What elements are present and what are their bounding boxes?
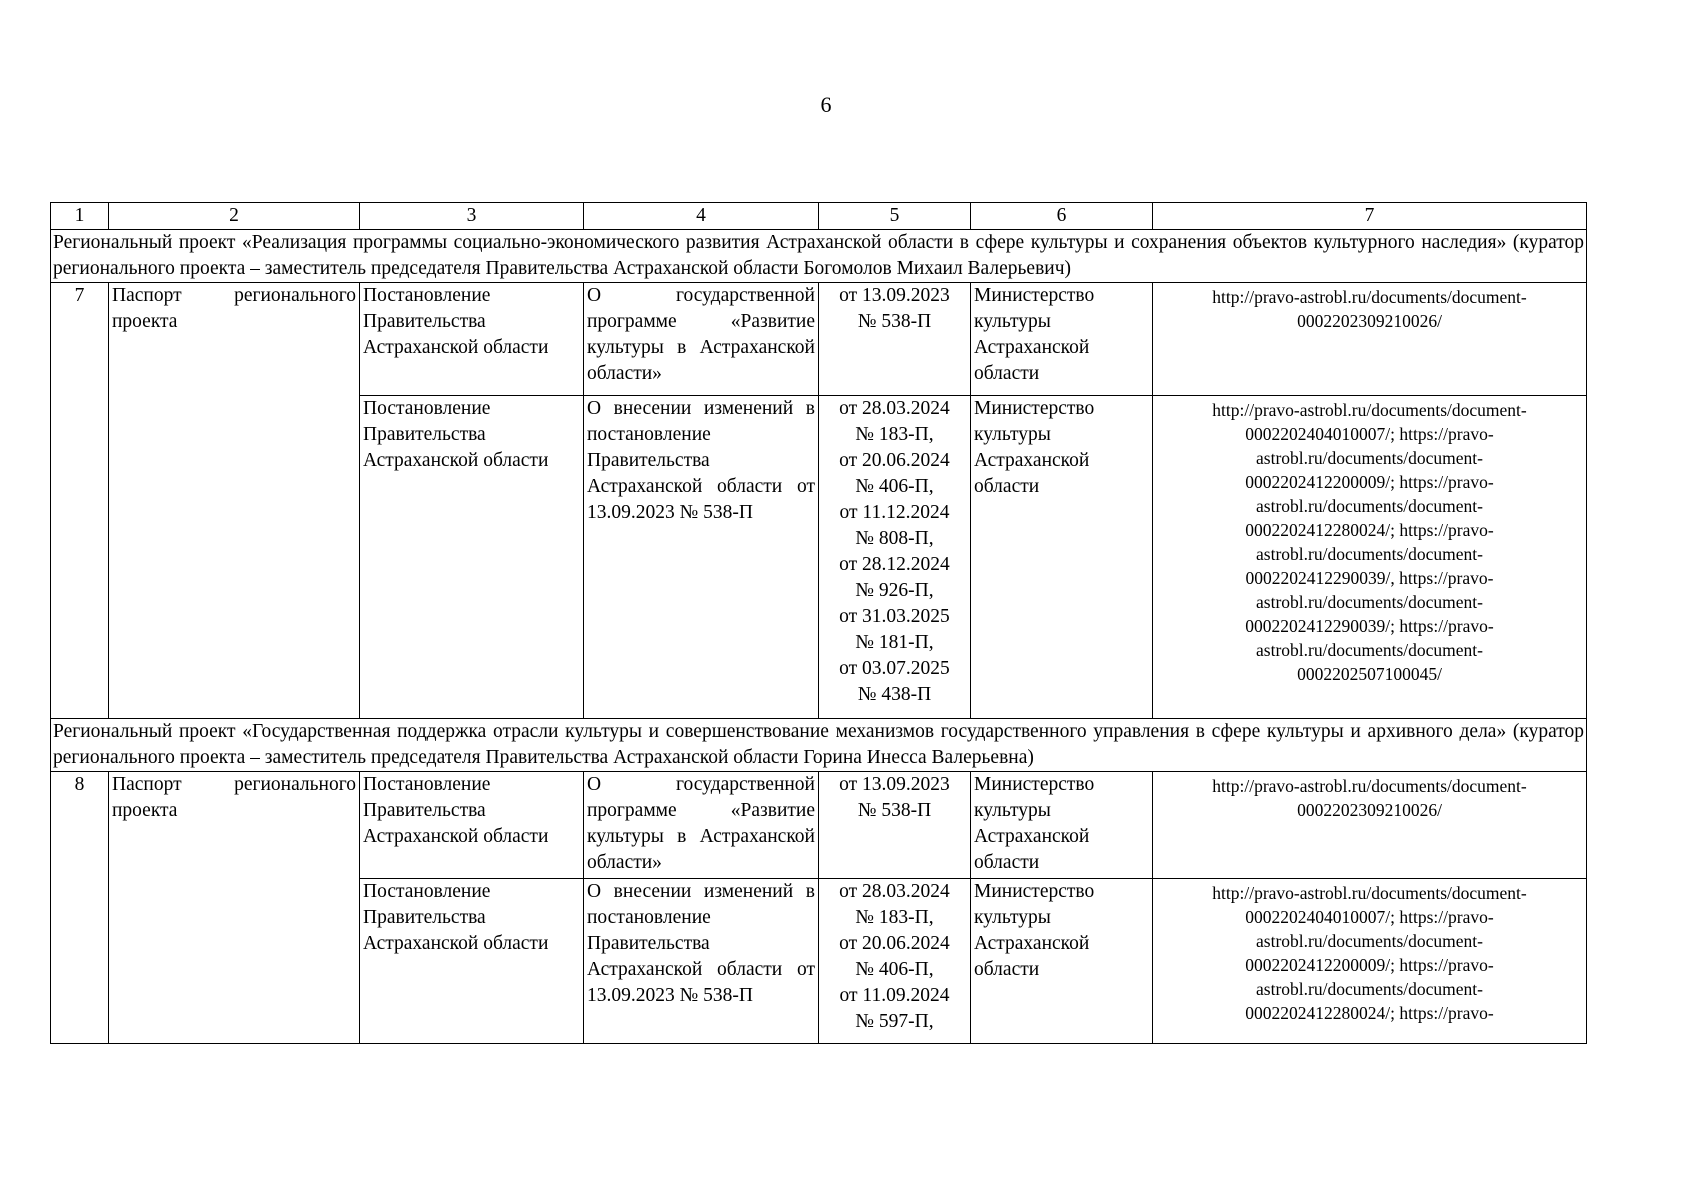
act-date-line: № 183-П,: [855, 424, 934, 445]
url-line: 0002202412280024/; https://pravo-: [1245, 1003, 1494, 1023]
url-line: http://pravo-astrobl.ru/documents/document-: [1212, 883, 1527, 903]
url-line: astrobl.ru/documents/document-: [1256, 544, 1483, 564]
act-date-line: от 13.09.2023: [839, 285, 950, 306]
publication-links: [1153, 283, 1587, 396]
row-number: 8: [51, 772, 109, 1044]
row-number: 7: [51, 283, 109, 719]
act-date-line: № 926-П,: [855, 580, 934, 601]
document-table: [50, 202, 1587, 1044]
act-type: Постановление Правительства Астраханской области: [360, 283, 584, 396]
act-dates: [819, 772, 971, 879]
section-title-row: [51, 230, 1587, 283]
publication-links: [1153, 772, 1587, 879]
act-date-line: № 181-П,: [855, 632, 934, 653]
url-line: 0002202404010007/; https://pravo-: [1245, 424, 1494, 444]
table-header-row: [51, 203, 1587, 230]
url-line: 0002202309210026/: [1297, 311, 1442, 331]
act-date-line: № 538-П: [857, 311, 932, 332]
column-header: 3: [360, 203, 584, 230]
act-dates: [819, 879, 971, 1044]
act-date-line: от 11.09.2024: [839, 985, 950, 1006]
document-name: Паспорт регионального проекта: [109, 283, 360, 719]
url-line: 0002202412290039/; https://pravo-: [1245, 616, 1494, 636]
table-row: [51, 283, 1587, 396]
page-number: 6: [820, 92, 832, 117]
url-line: 0002202412280024/; https://pravo-: [1245, 520, 1494, 540]
column-header: 6: [971, 203, 1153, 230]
act-date-line: от 28.12.2024: [839, 554, 950, 575]
act-date-line: от 03.07.2025: [839, 658, 950, 679]
column-header: 7: [1153, 203, 1587, 230]
responsible-org: Министерство культуры Астраханской области: [971, 879, 1153, 1044]
column-header: 1: [51, 203, 109, 230]
act-date-line: от 28.03.2024: [839, 398, 950, 419]
act-type: Постановление Правительства Астраханской области: [360, 396, 584, 719]
url-line: astrobl.ru/documents/document-: [1256, 496, 1483, 516]
url-line: http://pravo-astrobl.ru/documents/document-: [1212, 400, 1527, 420]
column-header: 5: [819, 203, 971, 230]
act-dates: [819, 283, 971, 396]
act-type: Постановление Правительства Астраханской области: [360, 772, 584, 879]
act-date-line: № 808-П,: [855, 528, 934, 549]
act-title: О внесении изменений в постановление Правительства Астраханской области от 13.09.2023 № 538-П: [584, 879, 819, 1044]
responsible-org: Министерство культуры Астраханской области: [971, 283, 1153, 396]
table-row: [51, 772, 1587, 879]
act-title: О государственной программе «Развитие культуры в Астраханской области»: [584, 283, 819, 396]
regional-project-title: Региональный проект «Государственная поддержка отрасли культуры и совершенствование механизмов государственного управления в сфере культуры и архивного дела» (куратор регионального проекта – заместитель председателя Правительства Астраханской области Горина Инесса Валерьевна): [51, 719, 1587, 772]
act-date-line: от 11.12.2024: [839, 502, 950, 523]
url-line: 0002202412200009/; https://pravo-: [1245, 955, 1494, 975]
document-name: Паспорт регионального проекта: [109, 772, 360, 1044]
act-title: О государственной программе «Развитие культуры в Астраханской области»: [584, 772, 819, 879]
act-date-line: № 406-П,: [855, 959, 934, 980]
url-line: 0002202404010007/; https://pravo-: [1245, 907, 1494, 927]
act-date-line: № 183-П,: [855, 907, 934, 928]
responsible-org: Министерство культуры Астраханской области: [971, 396, 1153, 719]
url-line: astrobl.ru/documents/document-: [1256, 448, 1483, 468]
act-date-line: от 28.03.2024: [839, 881, 950, 902]
act-date-line: от 13.09.2023: [839, 774, 950, 795]
act-type: Постановление Правительства Астраханской области: [360, 879, 584, 1044]
url-line: astrobl.ru/documents/document-: [1256, 640, 1483, 660]
publication-links: [1153, 396, 1587, 719]
regional-project-title: Региональный проект «Реализация программы социально-экономического развития Астраханской области в сфере культуры и сохранения объектов культурного наследия» (куратор регионального проекта – заместитель председателя Правительства Астраханской области Богомолов Михаил Валерьевич): [51, 230, 1587, 283]
section-title-row: [51, 719, 1587, 772]
publication-links: [1153, 879, 1587, 1044]
responsible-org: Министерство культуры Астраханской области: [971, 772, 1153, 879]
url-line: 0002202507100045/: [1297, 664, 1442, 684]
url-line: astrobl.ru/documents/document-: [1256, 979, 1483, 999]
column-header: 2: [109, 203, 360, 230]
url-line: astrobl.ru/documents/document-: [1256, 931, 1483, 951]
url-line: http://pravo-astrobl.ru/documents/document-: [1212, 776, 1527, 796]
url-line: 0002202412200009/; https://pravo-: [1245, 472, 1494, 492]
act-date-line: от 20.06.2024: [839, 933, 950, 954]
act-date-line: № 406-П,: [855, 476, 934, 497]
url-line: http://pravo-astrobl.ru/documents/document-: [1212, 287, 1527, 307]
act-date-line: от 31.03.2025: [839, 606, 950, 627]
act-dates: [819, 396, 971, 719]
act-date-line: № 438-П: [857, 684, 932, 705]
act-date-line: № 538-П: [857, 800, 932, 821]
url-line: 0002202412290039/, https://pravo-: [1245, 568, 1494, 588]
act-title: О внесении изменений в постановление Правительства Астраханской области от 13.09.2023 № 538-П: [584, 396, 819, 719]
url-line: 0002202309210026/: [1297, 800, 1442, 820]
url-line: astrobl.ru/documents/document-: [1256, 592, 1483, 612]
column-header: 4: [584, 203, 819, 230]
act-date-line: от 20.06.2024: [839, 450, 950, 471]
act-date-line: № 597-П,: [855, 1011, 934, 1032]
